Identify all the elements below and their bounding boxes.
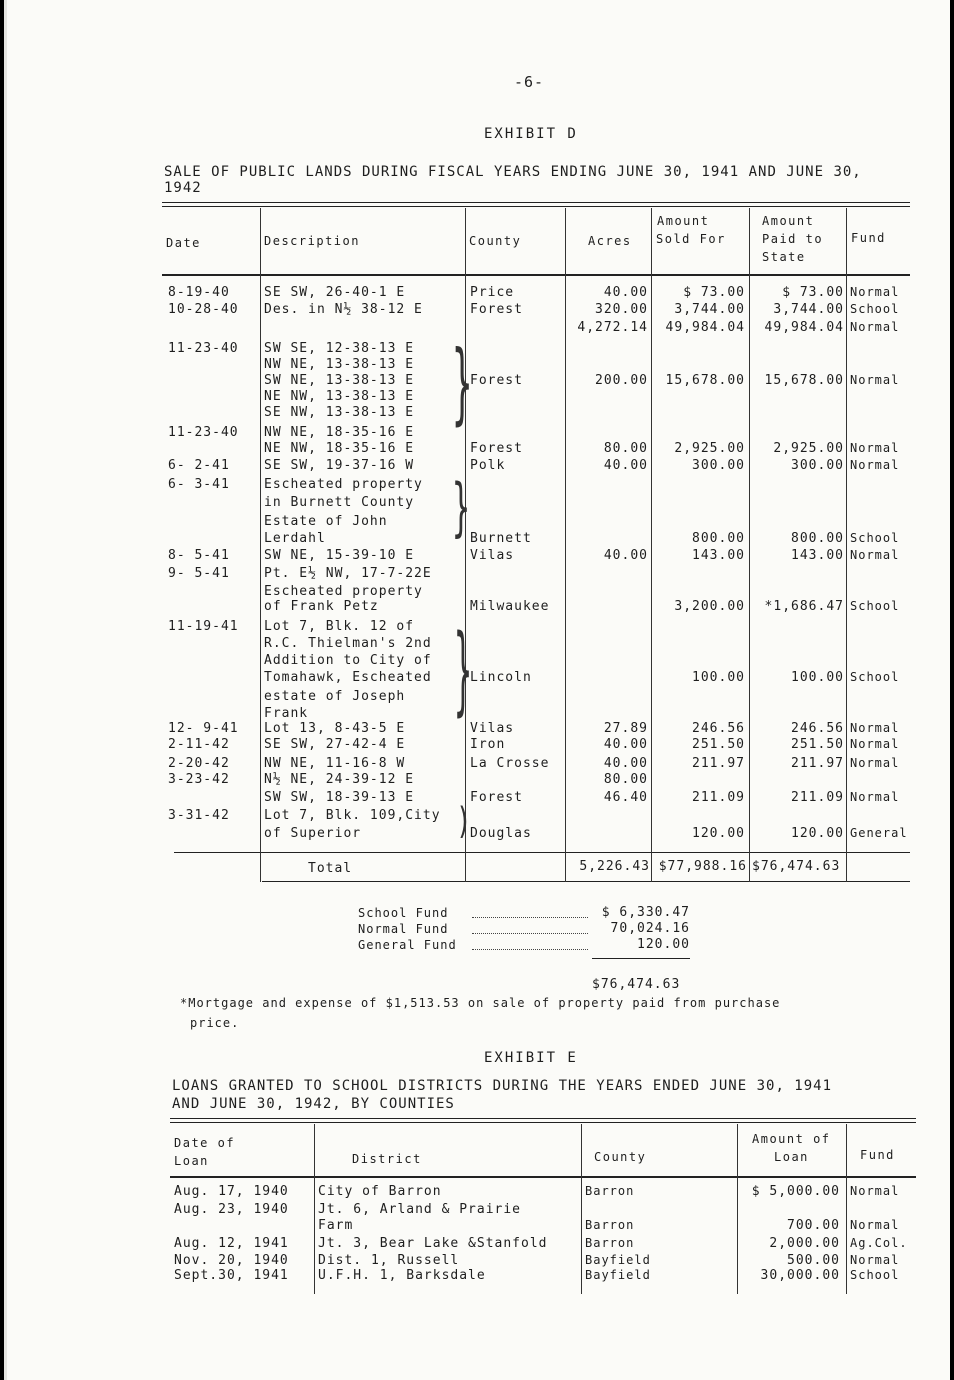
table-row <box>4 653 950 670</box>
acres-cell: 40.00 <box>603 285 648 300</box>
description-cell: N½ NE, 24-39-12 E <box>264 772 415 787</box>
table-row <box>4 670 950 687</box>
amount-sold-cell: 300.00 <box>692 458 745 473</box>
table-row <box>4 285 950 302</box>
amount-paid-cell: 246.56 <box>791 721 844 736</box>
description-cell: Pt. E½ NW, 17-7-22E <box>264 566 432 581</box>
county-cell: Douglas <box>470 826 532 841</box>
description-cell: NE NW, 13-38-13 E <box>264 389 415 404</box>
county-cell: Bayfield <box>585 1268 651 1282</box>
table-row <box>4 548 950 565</box>
description-cell: SE NW, 13-38-13 E <box>264 405 415 420</box>
footnote-line1: *Mortgage and expense of $1,513.53 on sale of property paid from purchase <box>180 996 781 1010</box>
district-cell: Farm <box>318 1218 354 1233</box>
acres-cell: 200.00 <box>595 373 648 388</box>
date-cell: 11-23-40 <box>168 425 239 440</box>
description-cell: of Superior <box>264 826 362 841</box>
fund-cell: School <box>850 599 900 613</box>
table-row <box>4 425 950 442</box>
acres-cell: 4,272.14 <box>577 320 648 335</box>
exhibit-d-heading: EXHIBIT D <box>484 126 578 142</box>
description-cell: Escheated property <box>264 584 423 599</box>
amount-paid-cell: 49,984.04 <box>764 320 844 335</box>
date-cell: 6- 3-41 <box>168 477 230 492</box>
table-row <box>4 441 950 458</box>
loan-date-cell: Sept.30, 1941 <box>174 1268 289 1283</box>
col-header-amount-line1: Amount of <box>752 1132 831 1146</box>
exhibit-d-title-line2: 1942 <box>164 180 202 196</box>
leader-dots <box>472 933 588 934</box>
col-header-amount-paid-line3: State <box>762 250 806 264</box>
fund-cell: Normal <box>850 737 900 751</box>
table-row <box>4 389 950 406</box>
description-cell: Addition to City of <box>264 653 432 668</box>
description-cell: estate of Joseph <box>264 689 406 704</box>
table-row <box>4 458 950 475</box>
total-label: Total <box>308 861 353 876</box>
date-cell: 11-19-41 <box>168 619 239 634</box>
county-cell: Lincoln <box>470 670 532 685</box>
table-row <box>4 514 950 531</box>
loan-amount-cell: 2,000.00 <box>769 1236 840 1251</box>
description-cell: SE SW, 26-40-1 E <box>264 285 406 300</box>
district-cell: Jt. 3, Bear Lake &Stanfold <box>318 1236 548 1251</box>
county-cell: Iron <box>470 737 506 752</box>
date-cell: 3-31-42 <box>168 808 230 823</box>
table-row <box>4 531 950 548</box>
county-cell: Forest <box>470 373 523 388</box>
table-row <box>4 737 950 754</box>
col-header-district: District <box>352 1152 422 1166</box>
col-header-fund: Fund <box>860 1148 895 1162</box>
table-row <box>4 302 950 319</box>
description-cell: SW SE, 12-38-13 E <box>264 341 415 356</box>
fund-cell: Normal <box>850 320 900 334</box>
funds-total: $76,474.63 <box>592 977 681 992</box>
description-cell: SW NE, 15-39-10 E <box>264 548 415 563</box>
document-page <box>4 0 950 1380</box>
table-row <box>4 341 950 358</box>
amount-sold-cell: 211.09 <box>692 790 745 805</box>
table-row <box>4 619 950 636</box>
fund-summary-label: General Fund <box>358 938 457 952</box>
total-acres: 5,226.43 <box>579 859 650 874</box>
table-row <box>4 1218 950 1235</box>
table-row <box>4 1202 950 1219</box>
amount-sold-cell: 800.00 <box>692 531 745 546</box>
amount-paid-cell: 2,925.00 <box>773 441 844 456</box>
footnote-line2: price. <box>190 1016 240 1030</box>
table-row <box>4 1268 950 1285</box>
loan-amount-cell: $ 5,000.00 <box>751 1184 840 1199</box>
amount-paid-cell: 15,678.00 <box>764 373 844 388</box>
acres-cell: 320.00 <box>595 302 648 317</box>
district-cell: City of Barron <box>318 1184 442 1199</box>
loan-amount-cell: 500.00 <box>787 1253 840 1268</box>
fund-cell: Normal <box>850 721 900 735</box>
district-cell: Jt. 6, Arland & Prairie <box>318 1202 522 1217</box>
amount-paid-cell: 211.09 <box>791 790 844 805</box>
amount-sold-cell: 120.00 <box>692 826 745 841</box>
county-cell: La Crosse <box>470 756 550 771</box>
fund-cell: Normal <box>850 1253 900 1267</box>
county-cell: Forest <box>470 302 523 317</box>
table-row <box>4 477 950 494</box>
table-row <box>4 756 950 773</box>
fund-summary-label: School Fund <box>358 906 449 920</box>
amount-sold-cell: 251.50 <box>692 737 745 752</box>
amount-paid-cell: 143.00 <box>791 548 844 563</box>
county-cell: Price <box>470 285 515 300</box>
brace-mark: } <box>454 616 473 729</box>
description-cell: R.C. Thielman's 2nd <box>264 636 432 651</box>
col-header-amount-paid-line1: Amount <box>762 214 815 228</box>
col-header-date-of-loan-line2: Loan <box>174 1154 209 1168</box>
fund-cell: School <box>850 302 900 316</box>
amount-sold-cell: 211.97 <box>692 756 745 771</box>
table-row <box>4 689 950 706</box>
description-cell: NW NE, 13-38-13 E <box>264 357 415 372</box>
amount-paid-cell: $ 73.00 <box>782 285 844 300</box>
brace-mark: } <box>452 471 471 546</box>
amount-sold-cell: 3,200.00 <box>674 599 745 614</box>
col-header-amount-sold-line1: Amount <box>657 214 710 228</box>
table-d-total-rule-top <box>174 852 910 853</box>
district-cell: U.F.H. 1, Barksdale <box>318 1268 486 1283</box>
date-cell: 9- 5-41 <box>168 566 230 581</box>
col-header-county: County <box>594 1150 647 1164</box>
col-header-amount-paid-line2: Paid to <box>762 232 824 246</box>
table-row <box>4 1236 950 1253</box>
table-d-header-rule <box>162 274 910 276</box>
description-cell: NE NW, 18-35-16 E <box>264 441 415 456</box>
amount-paid-cell: *1,686.47 <box>764 599 844 614</box>
fund-summary-value: $ 6,330.47 <box>601 905 690 920</box>
loan-date-cell: Aug. 17, 1940 <box>174 1184 289 1199</box>
county-cell: Barron <box>585 1218 635 1232</box>
table-row <box>4 790 950 807</box>
date-cell: 3-23-42 <box>168 772 230 787</box>
fund-cell: Normal <box>850 1218 900 1232</box>
county-cell: Bayfield <box>585 1253 651 1267</box>
fund-cell: General <box>850 826 908 840</box>
brace-mark: ) <box>456 801 472 844</box>
fund-cell: Normal <box>850 790 900 804</box>
date-cell: 8- 5-41 <box>168 548 230 563</box>
county-cell: Milwaukee <box>470 599 550 614</box>
page-number: -6- <box>514 73 545 91</box>
total-sold: $77,988.16 <box>658 859 747 874</box>
exhibit-e-title-line2: AND JUNE 30, 1942, BY COUNTIES <box>172 1096 455 1112</box>
col-header-amount-sold-line2: Sold For <box>656 232 726 246</box>
fund-cell: Normal <box>850 373 900 387</box>
table-row <box>4 495 950 512</box>
county-cell: Barron <box>585 1184 635 1198</box>
table-row <box>4 772 950 789</box>
acres-cell: 27.89 <box>603 721 648 736</box>
col-header-date: Date <box>166 236 201 250</box>
amount-sold-cell: 15,678.00 <box>665 373 745 388</box>
amount-paid-cell: 800.00 <box>791 531 844 546</box>
description-cell: Estate of John <box>264 514 388 529</box>
description-cell: Lot 13, 8-43-5 E <box>264 721 406 736</box>
description-cell: Des. in N½ 38-12 E <box>264 302 423 317</box>
description-cell: SE SW, 27-42-4 E <box>264 737 406 752</box>
description-cell: SW SW, 18-39-13 E <box>264 790 415 805</box>
amount-paid-cell: 251.50 <box>791 737 844 752</box>
table-row <box>4 357 950 374</box>
description-cell: of Frank Petz <box>264 599 379 614</box>
description-cell: in Burnett County <box>264 495 415 510</box>
county-cell: Forest <box>470 441 523 456</box>
table-row <box>4 405 950 422</box>
loan-date-cell: Aug. 23, 1940 <box>174 1202 289 1217</box>
amount-sold-cell: 2,925.00 <box>674 441 745 456</box>
date-cell: 11-23-40 <box>168 341 239 356</box>
table-row <box>4 721 950 738</box>
amount-sold-cell: 246.56 <box>692 721 745 736</box>
amount-paid-cell: 120.00 <box>791 826 844 841</box>
col-header-amount-line2: Loan <box>774 1150 809 1164</box>
description-cell: Lot 7, Blk. 12 of <box>264 619 415 634</box>
amount-sold-cell: 3,744.00 <box>674 302 745 317</box>
table-row <box>4 373 950 390</box>
amount-paid-cell: 300.00 <box>791 458 844 473</box>
summary-rule <box>592 958 690 959</box>
fund-summary-label: Normal Fund <box>358 922 449 936</box>
leader-dots <box>472 949 588 950</box>
fund-cell: Normal <box>850 548 900 562</box>
acres-cell: 80.00 <box>603 441 648 456</box>
total-paid: $76,474.63 <box>752 859 841 874</box>
table-e-header-rule <box>170 1176 916 1178</box>
amount-sold-cell: $ 73.00 <box>683 285 745 300</box>
acres-cell: 40.00 <box>603 737 648 752</box>
amount-sold-cell: 100.00 <box>692 670 745 685</box>
county-cell: Polk <box>470 458 506 473</box>
col-header-county: County <box>469 234 522 248</box>
amount-paid-cell: 100.00 <box>791 670 844 685</box>
county-cell: Burnett <box>470 531 532 546</box>
table-row <box>4 636 950 653</box>
date-cell: 2-20-42 <box>168 756 230 771</box>
col-header-description: Description <box>264 234 360 248</box>
acres-cell: 40.00 <box>603 548 648 563</box>
col-header-fund: Fund <box>851 231 886 245</box>
fund-cell: Normal <box>850 1184 900 1198</box>
loan-date-cell: Nov. 20, 1940 <box>174 1253 289 1268</box>
description-cell: Frank <box>264 706 309 721</box>
county-cell: Vilas <box>470 548 515 563</box>
acres-cell: 46.40 <box>603 790 648 805</box>
date-cell: 6- 2-41 <box>168 458 230 473</box>
district-cell: Dist. 1, Russell <box>318 1253 460 1268</box>
fund-cell: Normal <box>850 441 900 455</box>
fund-cell: School <box>850 531 900 545</box>
date-cell: 12- 9-41 <box>168 721 239 736</box>
brace-mark: } <box>452 332 473 437</box>
fund-cell: Normal <box>850 285 900 299</box>
table-e-top-rule <box>170 1118 916 1123</box>
county-cell: Forest <box>470 790 523 805</box>
table-row <box>4 1184 950 1201</box>
loan-amount-cell: 700.00 <box>787 1218 840 1233</box>
fund-cell: Ag.Col. <box>850 1236 908 1250</box>
county-cell: Barron <box>585 1236 635 1250</box>
description-cell: Escheated property <box>264 477 423 492</box>
amount-sold-cell: 143.00 <box>692 548 745 563</box>
description-cell: NW NE, 11-16-8 W <box>264 756 406 771</box>
description-cell: SE SW, 19-37-16 W <box>264 458 415 473</box>
description-cell: Lerdahl <box>264 531 326 546</box>
table-row <box>4 826 950 843</box>
fund-cell: School <box>850 670 900 684</box>
exhibit-e-title-line1: LOANS GRANTED TO SCHOOL DISTRICTS DURING THE YEARS ENDED JUNE 30, 1941 <box>172 1078 833 1094</box>
fund-cell: Normal <box>850 756 900 770</box>
amount-paid-cell: 3,744.00 <box>773 302 844 317</box>
table-d-total-rule-bottom <box>262 881 910 882</box>
acres-cell: 40.00 <box>603 756 648 771</box>
county-cell: Vilas <box>470 721 515 736</box>
fund-summary-value: 120.00 <box>637 937 690 952</box>
leader-dots <box>472 917 588 918</box>
exhibit-e-heading: EXHIBIT E <box>484 1050 578 1066</box>
description-cell: Lot 7, Blk. 109,City <box>264 808 441 823</box>
exhibit-d-title-line1: SALE OF PUBLIC LANDS DURING FISCAL YEARS ENDING JUNE 30, 1941 AND JUNE 30, <box>164 164 862 180</box>
description-cell: NW NE, 18-35-16 E <box>264 425 415 440</box>
date-cell: 10-28-40 <box>168 302 239 317</box>
acres-cell: 80.00 <box>603 772 648 787</box>
loan-amount-cell: 30,000.00 <box>760 1268 840 1283</box>
table-row <box>4 320 950 337</box>
col-header-date-of-loan-line1: Date of <box>174 1136 236 1150</box>
amount-paid-cell: 211.97 <box>791 756 844 771</box>
fund-cell: School <box>850 1268 900 1282</box>
table-d-top-rule <box>162 202 910 207</box>
col-header-acres: Acres <box>588 234 632 248</box>
table-row <box>4 566 950 583</box>
table-row <box>4 808 950 825</box>
date-cell: 2-11-42 <box>168 737 230 752</box>
description-cell: Tomahawk, Escheated <box>264 670 432 685</box>
date-cell: 8-19-40 <box>168 285 230 300</box>
description-cell: SW NE, 13-38-13 E <box>264 373 415 388</box>
fund-cell: Normal <box>850 458 900 472</box>
table-row <box>4 599 950 616</box>
fund-summary-value: 70,024.16 <box>610 921 690 936</box>
amount-sold-cell: 49,984.04 <box>665 320 745 335</box>
acres-cell: 40.00 <box>603 458 648 473</box>
loan-date-cell: Aug. 12, 1941 <box>174 1236 289 1251</box>
